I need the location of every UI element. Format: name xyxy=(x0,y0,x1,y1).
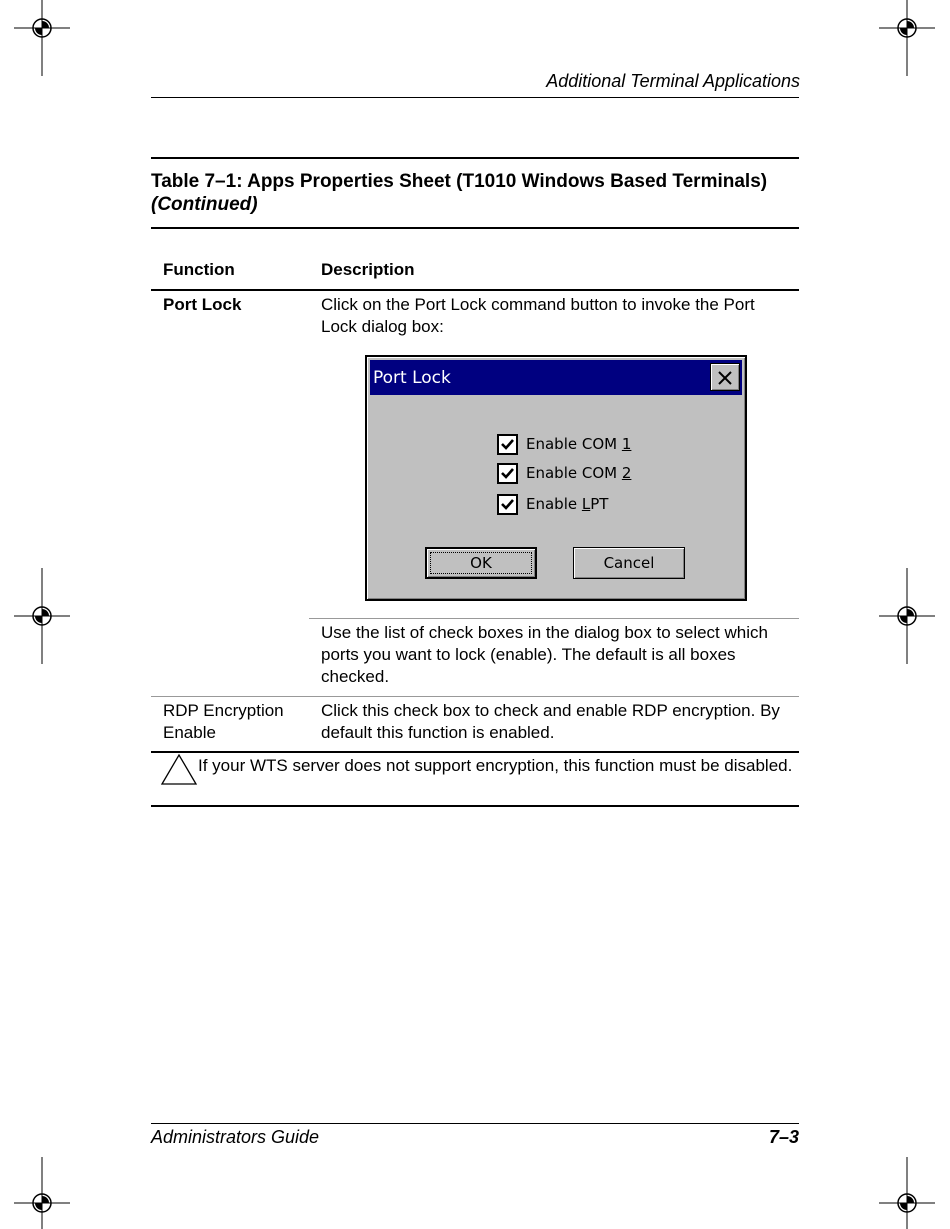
close-x-icon xyxy=(717,370,733,386)
row-port-lock-description: Click on the Port Lock command button to invoke the Port Lock dialog box: xyxy=(321,295,755,336)
header-rule xyxy=(151,97,799,98)
column-header-description: Description xyxy=(321,260,415,279)
cancel-button-label: Cancel xyxy=(603,554,655,572)
table-title-continued: (Continued) xyxy=(151,194,258,215)
row-sub-rule xyxy=(309,618,799,619)
port-lock-dialog xyxy=(365,355,747,601)
running-header: Additional Terminal Applications xyxy=(546,71,800,91)
ok-button-label: OK xyxy=(470,554,492,572)
row-rdp-function: RDP Encryption Enable xyxy=(163,701,284,742)
row-rule xyxy=(151,696,799,697)
caution-triangle-icon xyxy=(161,753,199,792)
footer-page-number: 7–3 xyxy=(768,1127,799,1147)
row-rdp-description: Click this check box to check and enable RDP encryption. By default this function is enabled. xyxy=(321,701,780,742)
table-title-rule xyxy=(151,227,799,229)
registration-mark-icon xyxy=(879,0,935,76)
table-top-rule xyxy=(151,157,799,159)
checkbox-label: Enable COM 1 xyxy=(526,435,632,453)
registration-mark-icon xyxy=(879,1157,935,1229)
checkbox-box[interactable] xyxy=(497,434,518,455)
checkbox-box[interactable] xyxy=(497,463,518,484)
checkmark-icon xyxy=(500,497,515,512)
registration-mark-icon xyxy=(14,1157,70,1229)
registration-mark-icon xyxy=(14,0,70,76)
checkbox-label: Enable LPT xyxy=(526,495,609,513)
focus-rect xyxy=(430,552,532,574)
footer-rule xyxy=(151,1123,799,1124)
footer-book-title: Administrators Guide xyxy=(151,1127,320,1147)
checkbox-label: Enable COM 2 xyxy=(526,464,632,482)
note-top-rule xyxy=(151,751,799,753)
registration-mark-icon xyxy=(14,568,70,664)
checkbox-box[interactable] xyxy=(497,494,518,515)
table-title-main: Table 7–1: Apps Properties Sheet (T1010 Windows Based Terminals) xyxy=(151,171,768,192)
dialog-titlebar xyxy=(370,360,742,395)
close-button[interactable] xyxy=(710,363,740,391)
row-port-lock-description-after: Use the list of check boxes in the dialog box to select which ports you want to lock (enable). The default is all boxes checked. xyxy=(321,623,768,686)
checkmark-icon xyxy=(500,437,515,452)
row-port-lock-function: Port Lock xyxy=(163,295,242,314)
cancel-button[interactable] xyxy=(573,547,685,579)
table-bottom-rule xyxy=(151,805,799,807)
checkmark-icon xyxy=(500,466,515,481)
caution-note-text: If your WTS server does not support encryption, this function must be disabled. xyxy=(198,756,793,775)
table-title xyxy=(151,170,799,216)
registration-mark-icon xyxy=(879,568,935,664)
column-header-rule xyxy=(151,289,799,291)
column-header-function: Function xyxy=(163,260,235,279)
ok-button[interactable] xyxy=(425,547,537,579)
dialog-title: Port Lock xyxy=(373,368,451,388)
